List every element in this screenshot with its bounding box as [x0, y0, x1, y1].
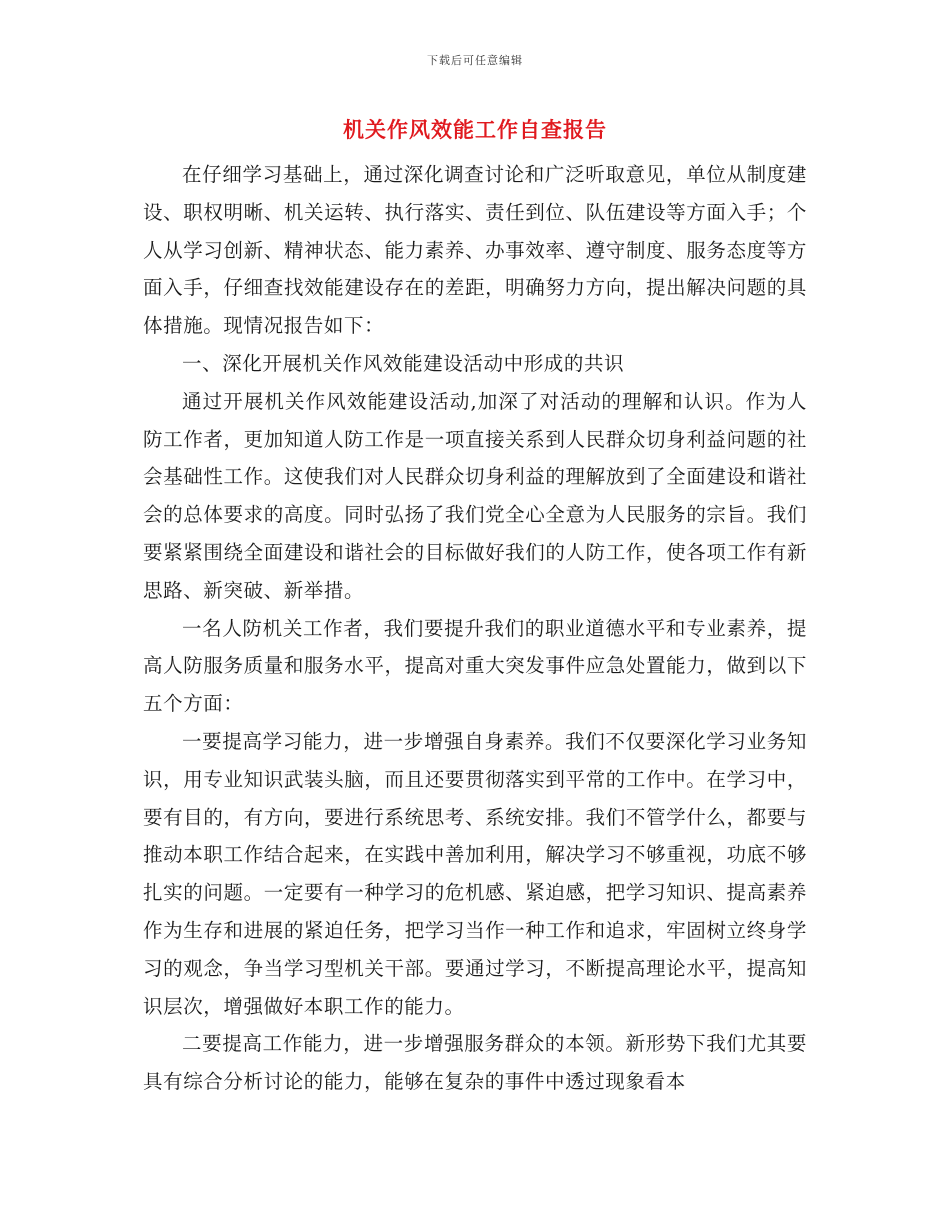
section-heading-1: 一、深化开展机关作风效能建设活动中形成的共识 — [182, 351, 625, 375]
paragraph: 一要提高学习能力，进一步增强自身素养。我们不仅要深化学习业务知识，用专业知识武装头脑，而且还要贯彻落实到平常的工作中。在学习中，要有目的，有方向，要进行系统思考、系统安排。我们不管学什么，都要与推动本职工作结合起来，在实践中善加利用，解决学习不够重视，功底不够扎实的问题。一定要有一种学习的危机感、紧迫感，把学习知识、提高素养作为生存和进展的紧迫任务，把学习当作一种工作和追求，牢固树立终身学习的观念，争当学习型机关干部。要通过学习，不断提高理论水平，提高知识层次，增强做好本职工作的能力。 — [143, 729, 807, 1018]
header-note: 下载后可任意编辑 — [427, 54, 523, 67]
paragraph: 通过开展机关作风效能建设活动,加深了对活动的理解和认识。作为人防工作者，更加知道人防工作是一项直接关系到人民群众切身利益问题的社会基础性工作。这使我们对人民群众切身利益的理解放到了全面建设和谐社会的总体要求的高度。同时弘扬了我们党全心全意为人民服务的宗旨。我们要紧紧围绕全面建设和谐社会的目标做好我们的人防工作，使各项工作有新思路、新突破、新举措。 — [143, 389, 807, 602]
paragraph: 二要提高工作能力，进一步增强服务群众的本领。新形势下我们尤其要具有综合分析讨论的能力，能够在复杂的事件中透过现象看本 — [143, 1032, 807, 1094]
document-title: 机关作风效能工作自查报告 — [343, 117, 607, 142]
paragraph: 一名人防机关工作者，我们要提升我们的职业道德水平和专业素养，提高人防服务质量和服务水平，提高对重大突发事件应急处置能力，做到以下五个方面： — [143, 616, 807, 716]
paragraph-intro: 在仔细学习基础上，通过深化调查讨论和广泛听取意见，单位从制度建设、职权明晰、机关运转、执行落实、责任到位、队伍建设等方面入手；个人从学习创新、精神状态、能力素养、办事效率、遵守制度、服务态度等方面入手，仔细查找效能建设存在的差距，明确努力方向，提出解决问题的具体措施。现情况报告如下： — [143, 163, 807, 338]
document-body — [143, 156, 807, 1101]
